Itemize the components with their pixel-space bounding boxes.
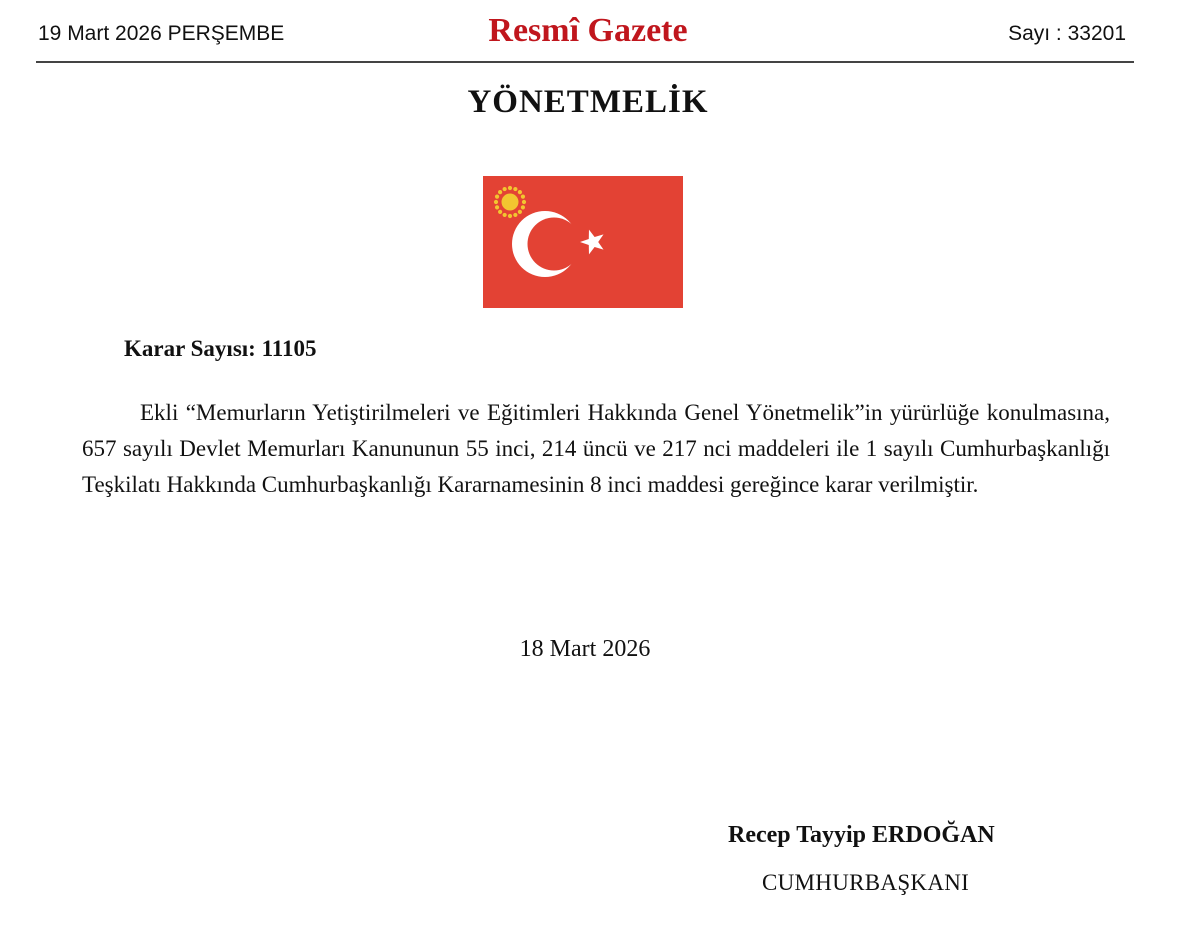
- sun-star: [495, 205, 499, 209]
- gazette-title: Resmî Gazete: [488, 12, 688, 49]
- sun-star: [513, 213, 517, 217]
- gazette-issue-number: Sayı : 33201: [1008, 22, 1126, 45]
- sun-star: [508, 214, 512, 218]
- presidential-flag-icon: [483, 176, 683, 308]
- sun-star: [522, 200, 526, 204]
- sun-star: [508, 186, 512, 190]
- sun-star: [521, 195, 525, 199]
- decision-date: 18 Mart 2026: [519, 636, 651, 662]
- gazette-date: 19 Mart 2026 PERŞEMBE: [38, 22, 285, 45]
- header-divider: [36, 61, 1134, 63]
- sun-star: [521, 205, 525, 209]
- signatory-name: Recep Tayyip ERDOĞAN: [728, 822, 995, 848]
- sun-core: [502, 194, 519, 211]
- sun-star: [494, 200, 498, 204]
- sun-star: [503, 213, 507, 217]
- sun-star: [498, 190, 502, 194]
- sun-star: [498, 210, 502, 214]
- sun-star: [513, 187, 517, 191]
- signatory-title: CUMHURBAŞKANI: [762, 870, 970, 895]
- sun-star: [495, 195, 499, 199]
- sun-star: [518, 190, 522, 194]
- decision-number: Karar Sayısı: 11105: [124, 336, 317, 361]
- sun-star: [518, 210, 522, 214]
- sun-star: [503, 187, 507, 191]
- section-heading: YÖNETMELİK: [467, 84, 709, 120]
- decision-body: Ekli “Memurların Yetiştirilmeleri ve Eğitimleri Hakkında Genel Yönetmelik”in yürürlüğe konulmasına, 657 sayılı Devlet Memurları Kanununun 55 inci, 214 üncü ve 217 nci maddeleri ile 1 sayılı Cumhurbaşkanlığı Teşkilatı Hakkında Cumhurbaşkanlığı Kararnamesinin 8 inci maddesi gereğince karar verilmiştir.: [82, 400, 1110, 497]
